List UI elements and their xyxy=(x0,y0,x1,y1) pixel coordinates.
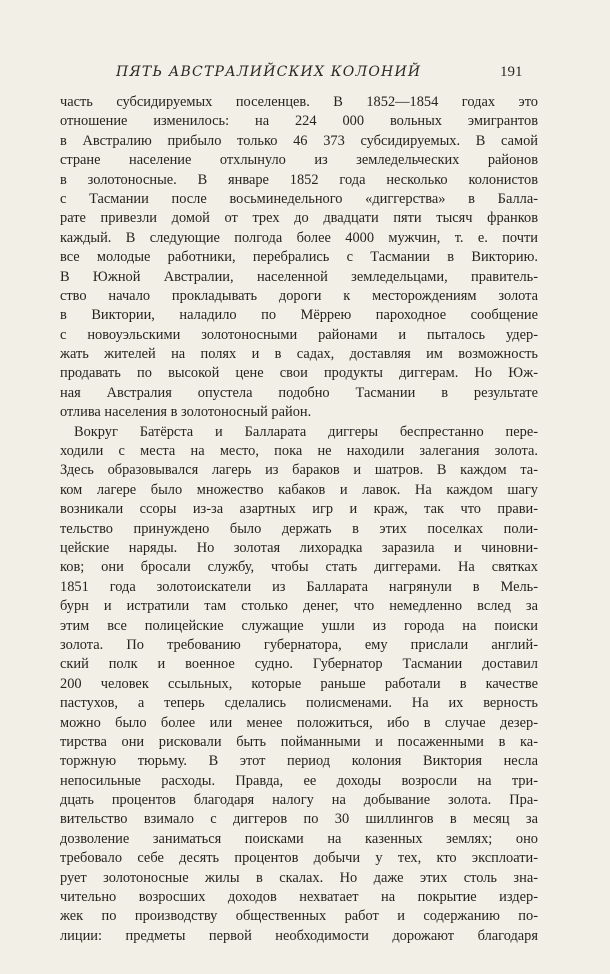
paragraph-end-line: отлива населения в золотоносный район. xyxy=(60,404,312,421)
text-line: вительство взимало с диггеров по 30 шиллингов в месяц за xyxy=(60,811,538,828)
text-line: чительно возросших доходов нехватает на покрытие издер- xyxy=(60,889,538,906)
text-line: пастухов, а теперь сделались полисменами. На их верность xyxy=(60,695,538,712)
text-line: ский полк и военное судно. Губернатор Тасмании доставил xyxy=(60,656,538,673)
text-line: ство начало прокладывать дороги к месторождениям золота xyxy=(60,287,538,304)
text-line: дозволение заниматься поисками на казенных землях; оно xyxy=(60,830,538,847)
text-line: этим все полицейские служащие ушли из города на поиски xyxy=(60,617,538,634)
text-line: В Южной Австралии, населенной земледельцами, правитель- xyxy=(60,268,538,285)
running-title: ПЯТЬ АВСТРАЛИЙСКИХ КОЛОНИЙ xyxy=(116,64,422,80)
text-line: лиции: предметы первой необходимости дорожают благодаря xyxy=(60,927,538,944)
paragraph-start-line: Вокруг Батёрста и Балларата диггеры беспрестанно пере- xyxy=(74,423,538,440)
text-line: жек по производству общественных работ и содержанию по- xyxy=(60,908,538,925)
text-line: в золотоносные. В январе 1852 года несколько колонистов xyxy=(60,171,538,188)
text-line: ная Австралия опустела подобно Тасмании в результате xyxy=(60,384,538,401)
text-line: непосильные расходы. Правда, ее доходы возросли на три- xyxy=(60,772,538,789)
text-line: рует золотоносные жилы в скалах. Но даже этих столь зна- xyxy=(60,869,538,886)
text-line: каждый. В следующие полгода более 4000 мужчин, т. е. почти xyxy=(60,229,538,246)
text-line: жать жителей на полях и в садах, доставляя им возможность xyxy=(60,346,538,363)
text-line: тирства они рисковали быть пойманными и посаженными в ка- xyxy=(60,733,538,750)
text-line: цейские наряды. Но золотая лихорадка заразила и чиновни- xyxy=(60,539,538,556)
text-line: рате привезли домой от трех до двадцати пяти тысяч франков xyxy=(60,210,538,227)
text-line: часть субсидируемых поселенцев. В 1852—1854 годах это xyxy=(60,94,538,110)
text-line: торжную тюрьму. В этот период колония Виктория несла xyxy=(60,753,538,770)
page-number: 191 xyxy=(500,64,523,80)
text-line: 1851 года золотоискатели из Балларата нагрянули в Мель- xyxy=(60,578,538,595)
text-line: в Австралию прибыло только 46 373 субсидируемых. В самой xyxy=(60,132,538,149)
text-line: с Тасмании после восьминедельного «диггерства» в Балла- xyxy=(60,190,538,207)
text-line: требовало себе десять процентов добычи у тех, кто эксплоати- xyxy=(60,850,538,867)
running-head xyxy=(0,64,610,84)
text-line: бурн и истратили там столько денег, что немедленно вслед за xyxy=(60,598,538,615)
text-line: все молодые работники, перебрались с Тасмании в Викторию. xyxy=(60,249,538,266)
text-line: ком лагере было множество кабаков и лавок. На каждом шагу xyxy=(60,481,538,498)
text-line: золота. По требованию губернатора, ему прислали англий- xyxy=(60,636,538,653)
text-line: 200 человек ссыльных, которые раньше работали в качестве xyxy=(60,675,538,692)
text-line: в Виктории, наладило по Мёррею пароходное сообщение xyxy=(60,307,538,324)
text-line: ходили с места на место, пока не находили залегания золота. xyxy=(60,443,538,460)
text-line: Здесь образовывался лагерь из бараков и шатров. В каждом та- xyxy=(60,462,538,479)
text-line: стране население отхлынуло из земледельческих районов xyxy=(60,152,538,169)
text-line: можно было более или менее положиться, ибо в случае дезер- xyxy=(60,714,538,731)
text-line: продавать по высокой цене свои продукты диггерам. Но Юж- xyxy=(60,365,538,382)
text-line: с новоуэльскими золотоносными районами и пыталось удер- xyxy=(60,326,538,343)
text-line: тельство принуждено было держать в этих поселках поли- xyxy=(60,520,538,537)
text-line: дцать процентов благодаря налогу на добывание золота. Пра- xyxy=(60,792,538,809)
text-line: отношение изменилось: на 224 000 вольных эмигрантов xyxy=(60,113,538,130)
body-text xyxy=(60,93,538,946)
text-line: возникали ссоры из-за азартных игр и краж, так что прави- xyxy=(60,501,538,518)
text-line: ков; они бросали службу, чтобы стать диггерами. На святках xyxy=(60,559,538,576)
